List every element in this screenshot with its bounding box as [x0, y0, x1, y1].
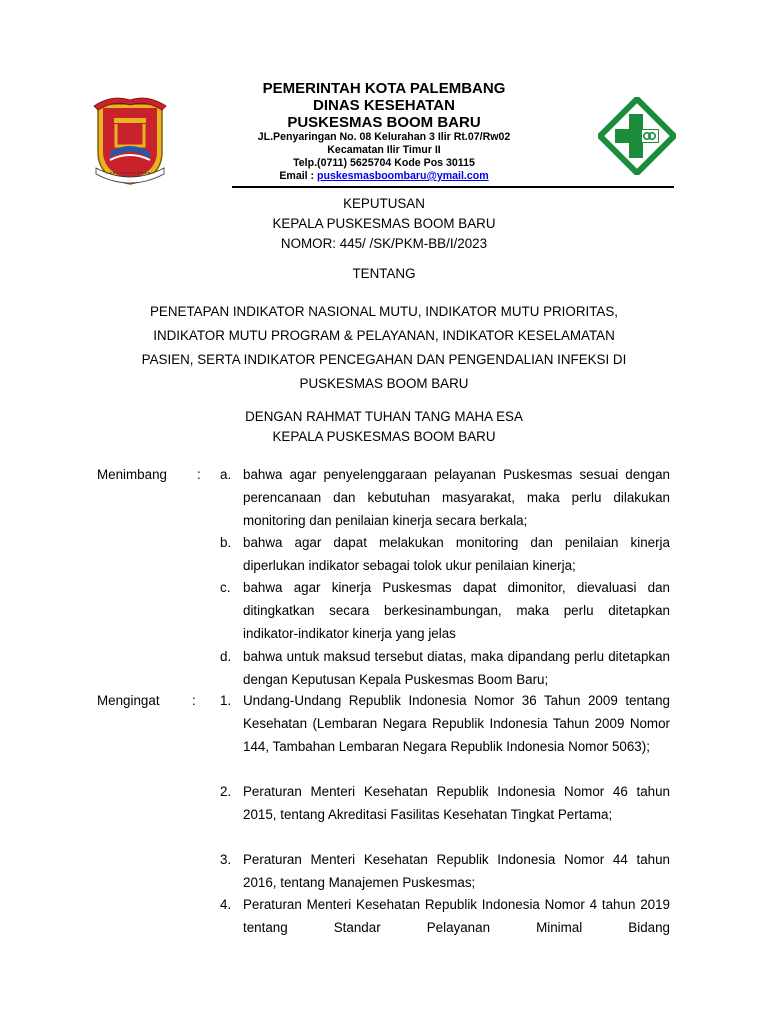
- item-text: bahwa untuk maksud tersebut diatas, maka dipandang perlu ditetapkan dengan Keputusan Kepala Puskesmas Boom Baru;: [243, 649, 670, 687]
- invocation: [0, 407, 768, 447]
- mengingat-label: Mengingat: [97, 693, 160, 708]
- item-marker: 1.: [220, 693, 232, 708]
- item-marker: 2.: [220, 784, 232, 799]
- item-text: Peraturan Menteri Kesehatan Republik Indonesia Nomor 46 tahun 2015, tentang Akreditasi Fasilitas Kesehatan Tingkat Pertama;: [243, 784, 670, 822]
- letterhead-institution: PUSKESMAS BOOM BARU: [287, 114, 481, 131]
- mengingat-item: [220, 781, 670, 827]
- letterhead: [200, 80, 568, 183]
- email-link[interactable]: puskesmasboombaru@ymail.com: [317, 170, 489, 182]
- decree-label: KEPUTUSAN: [343, 196, 425, 211]
- invocation-signer: KEPALA PUSKESMAS BOOM BARU: [272, 429, 496, 444]
- subject-line: PENETAPAN INDIKATOR NASIONAL MUTU, INDIKATOR MUTU PRIORITAS,: [150, 304, 618, 319]
- city-emblem-icon: [92, 94, 168, 186]
- letterhead-address: JL.Penyaringan No. 08 Kelurahan 3 Ilir Rt.07/Rw02: [257, 131, 511, 143]
- menimbang-item: [220, 464, 670, 532]
- mengingat-item: [220, 894, 670, 940]
- mengingat-item: [220, 849, 670, 895]
- item-marker: b.: [220, 535, 232, 550]
- letterhead-district: Kecamatan Ilir Timur II: [327, 144, 441, 156]
- item-text: Undang-Undang Republik Indonesia Nomor 36 Tahun 2009 tentang Kesehatan (Lembaran Negara Republik Indonesia Tahun 2009 Nomor 144, Tambahan Lembaran Negara Republik Indonesia Nomor 5063);: [243, 693, 670, 754]
- email-label: Email :: [279, 170, 318, 182]
- subject-line: PASIEN, SERTA INDIKATOR PENCEGAHAN DAN PENGENDALIAN INFEKSI DI: [141, 352, 627, 367]
- letterhead-department: DINAS KESEHATAN: [313, 97, 455, 114]
- letterhead-phone: Telp.(0711) 5625704 Kode Pos 30115: [293, 157, 475, 169]
- subject-line: PUSKESMAS BOOM BARU: [299, 376, 469, 391]
- mengingat-colon: :: [192, 693, 196, 708]
- letterhead-divider: [232, 186, 674, 188]
- item-text: bahwa agar kinerja Puskesmas dapat dimonitor, dievaluasi dan ditingkatkan secara berkesinambungan, maka perlu ditetapkan indikator-indikator kinerja yang jelas: [243, 580, 670, 641]
- menimbang-item: [220, 532, 670, 578]
- subject-line: INDIKATOR MUTU PROGRAM & PELAYANAN, INDIKATOR KESELAMATAN: [153, 328, 615, 343]
- item-marker: a.: [220, 467, 232, 482]
- item-text: Peraturan Menteri Kesehatan Republik Indonesia Nomor 44 tahun 2016, tentang Manajemen Puskesmas;: [243, 852, 670, 890]
- invocation-line: DENGAN RAHMAT TUHAN TANG MAHA ESA: [245, 409, 523, 424]
- menimbang-label: Menimbang: [97, 467, 167, 482]
- menimbang-item: [220, 646, 670, 692]
- decree-subject: [0, 300, 768, 396]
- decree-issuer: KEPALA PUSKESMAS BOOM BARU: [272, 216, 496, 231]
- item-marker: 4.: [220, 897, 232, 912]
- menimbang-item: [220, 577, 670, 645]
- tentang-label: TENTANG: [352, 266, 416, 281]
- item-text: bahwa agar penyelenggaraan pelayanan Puskesmas sesuai dengan perencanaan dan kebutuhan masyarakat, maka perlu dilakukan monitoring dan penilaian kinerja secara berkala;: [243, 467, 670, 528]
- letterhead-government: PEMERINTAH KOTA PALEMBANG: [262, 80, 506, 97]
- decree-heading: [0, 194, 768, 254]
- decree-number: NOMOR: 445/ /SK/PKM-BB/I/2023: [280, 236, 488, 251]
- puskesmas-cross-logo-icon: [598, 97, 676, 175]
- letterhead-email-line: [200, 170, 568, 183]
- item-text: bahwa agar dapat melakukan monitoring dan penilaian kinerja diperlukan indikator sebagai tolok ukur penilaian kinerja;: [243, 535, 670, 573]
- item-text: Peraturan Menteri Kesehatan Republik Indonesia Nomor 4 tahun 2019 tentang Standar Pelayanan Minimal Bidang: [243, 897, 670, 935]
- menimbang-colon: :: [197, 467, 201, 482]
- item-marker: 3.: [220, 852, 232, 867]
- item-marker: d.: [220, 649, 232, 664]
- item-marker: c.: [220, 580, 231, 595]
- mengingat-item: [220, 690, 670, 758]
